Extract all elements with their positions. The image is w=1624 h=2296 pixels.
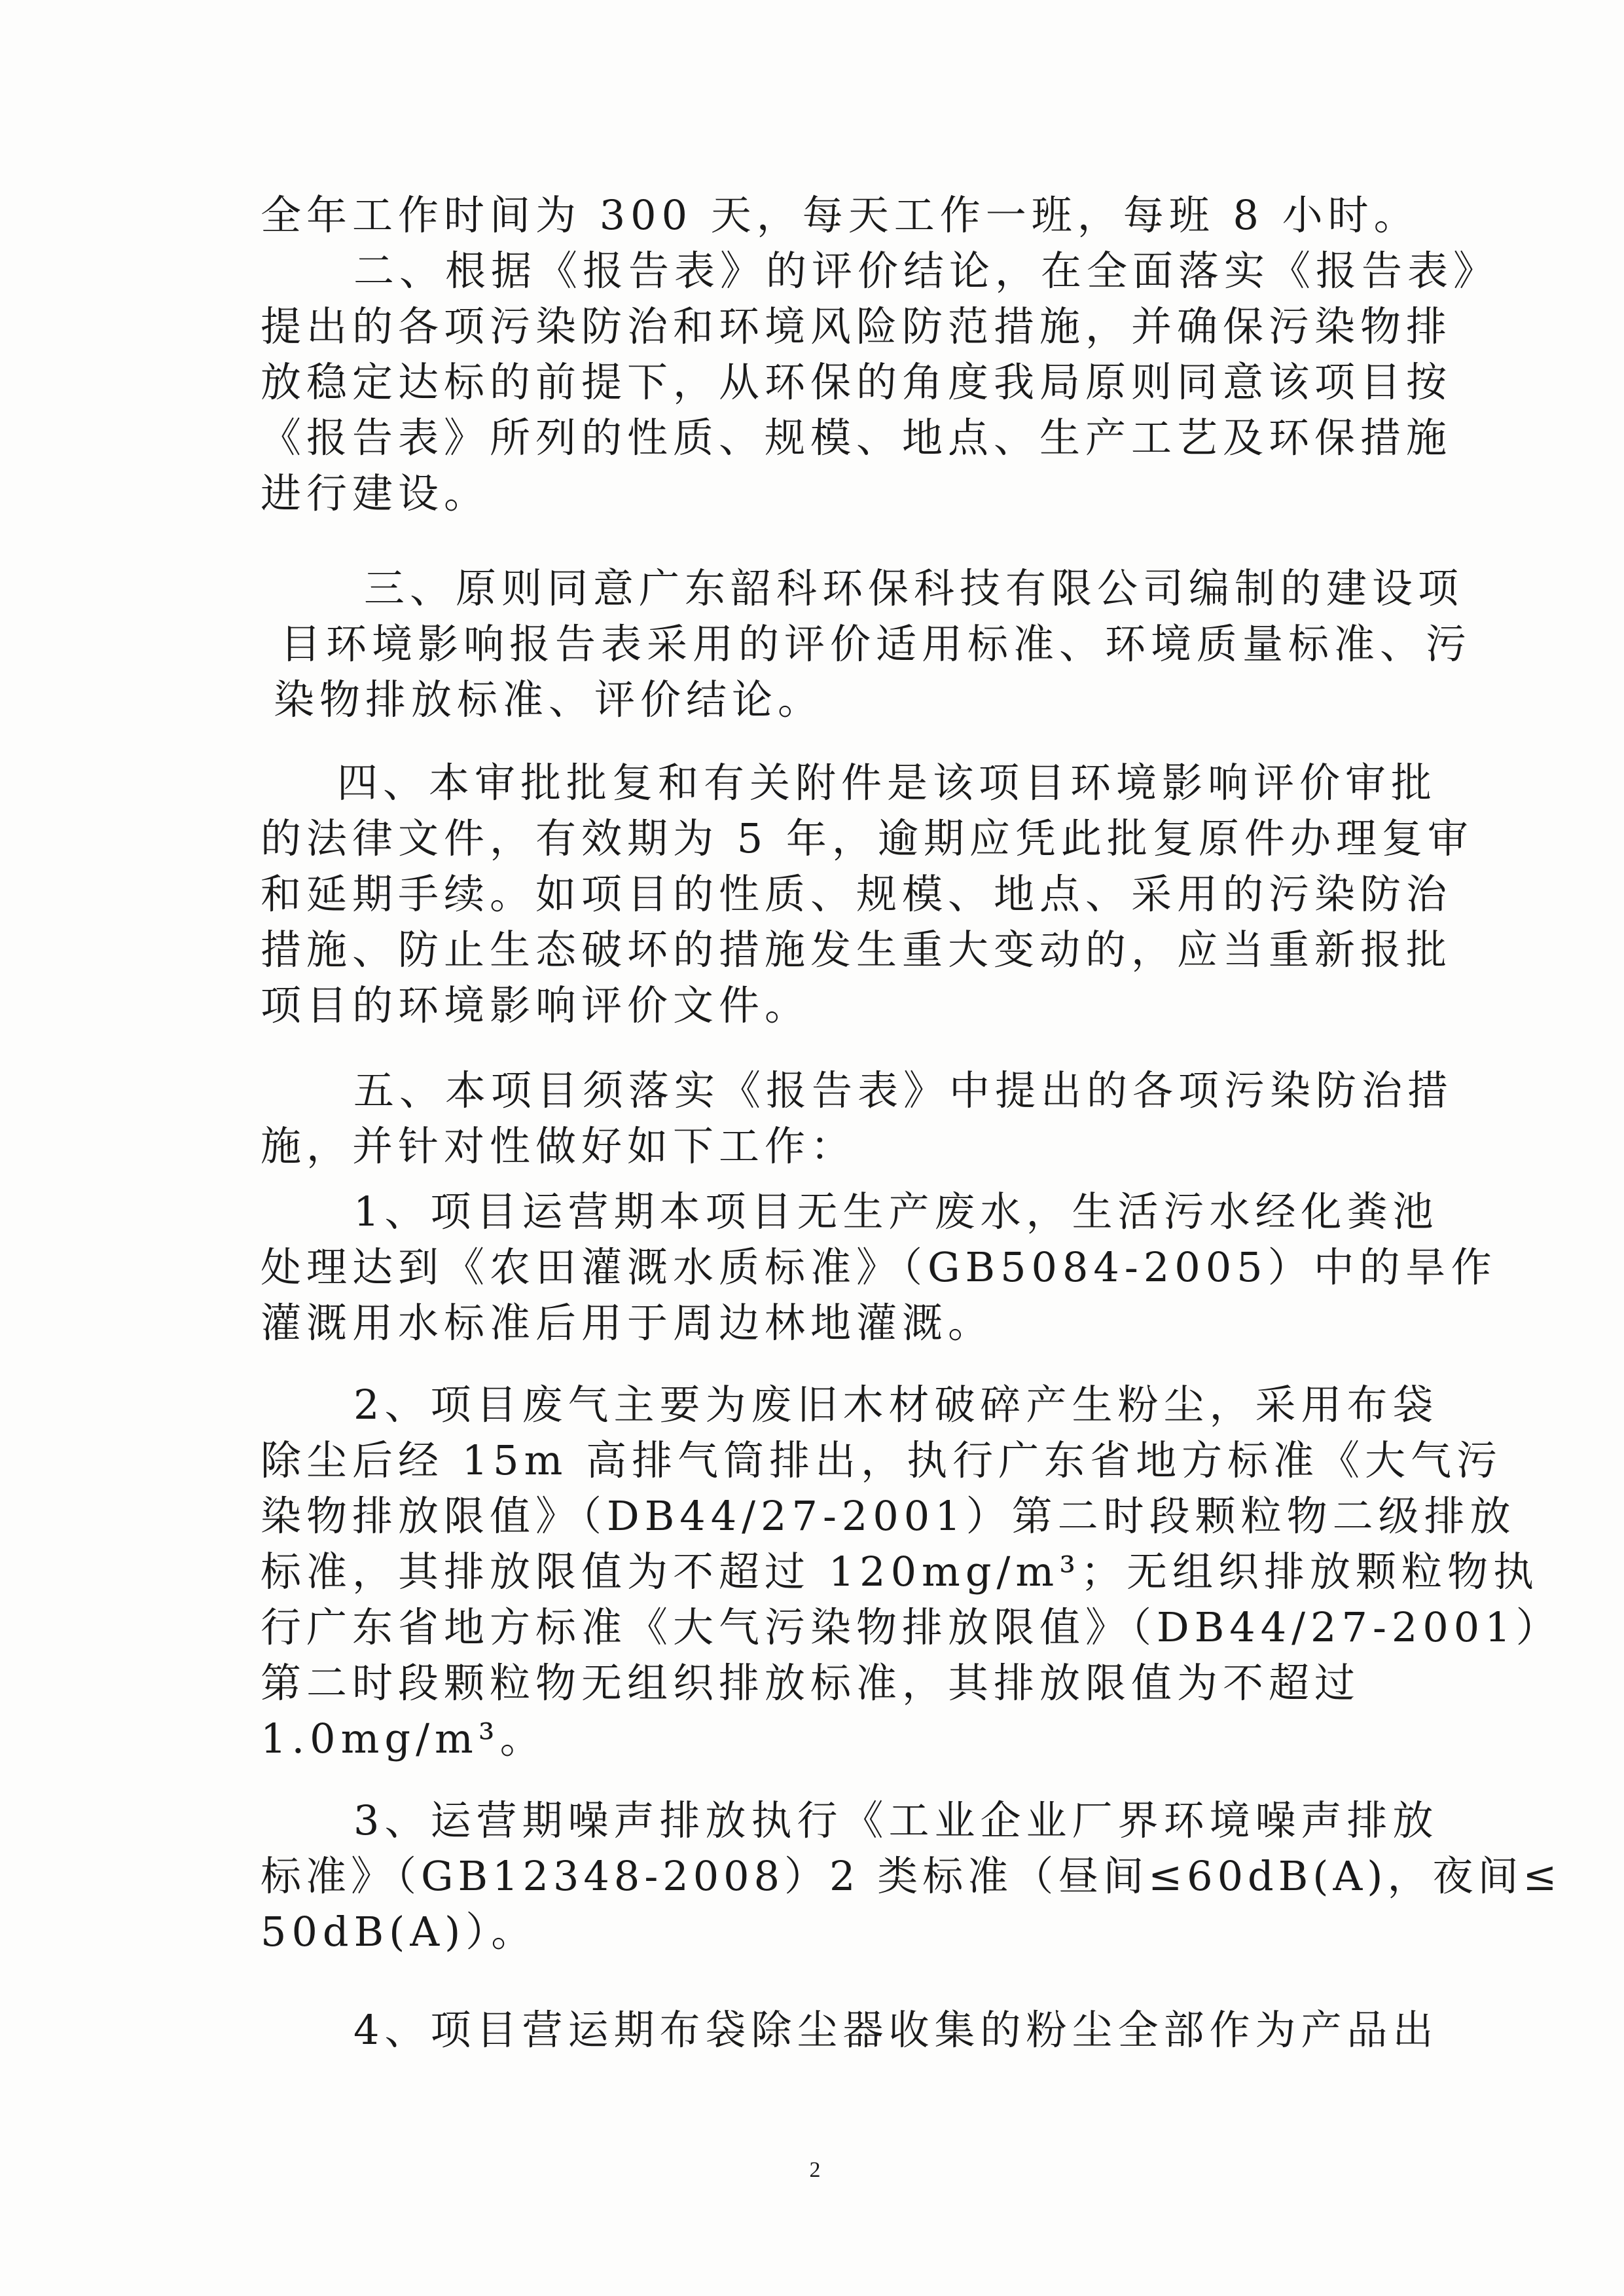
text-line: 灌溉用水标准后用于周边林地灌溉。: [261, 1299, 994, 1347]
text-line: 提出的各项污染防治和环境风险防范措施，并确保污染物排: [261, 302, 1453, 350]
text-line: 放稳定达标的前提下，从环保的角度我局原则同意该项目按: [261, 358, 1453, 406]
text-line: 目环境影响报告表采用的评价适用标准、环境质量标准、污: [280, 620, 1472, 668]
text-line: 进行建设。: [261, 469, 490, 517]
text-line: 的法律文件，有效期为 5 年，逾期应凭此批复原件办理复审: [261, 814, 1473, 862]
text-line: 处理达到《农田灌溉水质标准》（GB5084-2005）中的旱作: [261, 1243, 1497, 1291]
page-number: 2: [809, 2158, 821, 2182]
text-line: 行广东省地方标准《大气污染物排放限值》（DB44/27-2001）: [261, 1603, 1562, 1651]
text-line: 《报告表》所列的性质、规模、地点、生产工艺及环保措施: [261, 414, 1453, 462]
text-line: 二、根据《报告表》的评价结论，在全面落实《报告表》: [353, 247, 1500, 295]
text-line: 1、项目运营期本项目无生产废水，生活污水经化粪池: [353, 1188, 1439, 1235]
text-line: 染物排放标准、评价结论。: [274, 676, 824, 723]
text-line: 措施、防止生态破坏的措施发生重大变动的，应当重新报批: [261, 926, 1453, 974]
text-line: 第二时段颗粒物无组织排放标准，其排放限值为不超过: [261, 1659, 1361, 1707]
text-line: 全年工作时间为 300 天，每天工作一班，每班 8 小时。: [261, 191, 1420, 239]
text-line: 3、运营期噪声排放执行《工业企业厂界环境噪声排放: [353, 1796, 1439, 1844]
text-line: 五、本项目须落实《报告表》中提出的各项污染防治措: [353, 1066, 1454, 1114]
text-line: 和延期手续。如项目的性质、规模、地点、采用的污染防治: [261, 870, 1453, 918]
text-line: 施，并针对性做好如下工作：: [261, 1122, 857, 1170]
text-line: 2、项目废气主要为废旧木材破碎产生粉尘，采用布袋: [353, 1381, 1439, 1429]
text-line: 染物排放限值》（DB44/27-2001）第二时段颗粒物二级排放: [261, 1492, 1516, 1540]
text-line: 标准，其排放限值为不超过 120mg/m³；无组织排放颗粒物执: [261, 1548, 1540, 1595]
text-line: 除尘后经 15m 高排气筒排出，执行广东省地方标准《大气污: [261, 1436, 1503, 1484]
text-line: 50dB(A)）。: [261, 1908, 537, 1956]
text-line: 1.0mg/m³。: [261, 1715, 546, 1762]
text-line: 四、本审批批复和有关附件是该项目环境影响评价审批: [337, 759, 1437, 807]
text-line: 项目的环境影响评价文件。: [261, 981, 811, 1029]
text-line: 4、项目营运期布袋除尘器收集的粉尘全部作为产品出: [353, 2006, 1439, 2054]
text-line: 标准》（GB12348-2008）2 类标准（昼间≤60dB(A)，夜间≤: [261, 1852, 1562, 1900]
text-line: 三、原则同意广东韶科环保科技有限公司编制的建设项: [364, 564, 1464, 612]
